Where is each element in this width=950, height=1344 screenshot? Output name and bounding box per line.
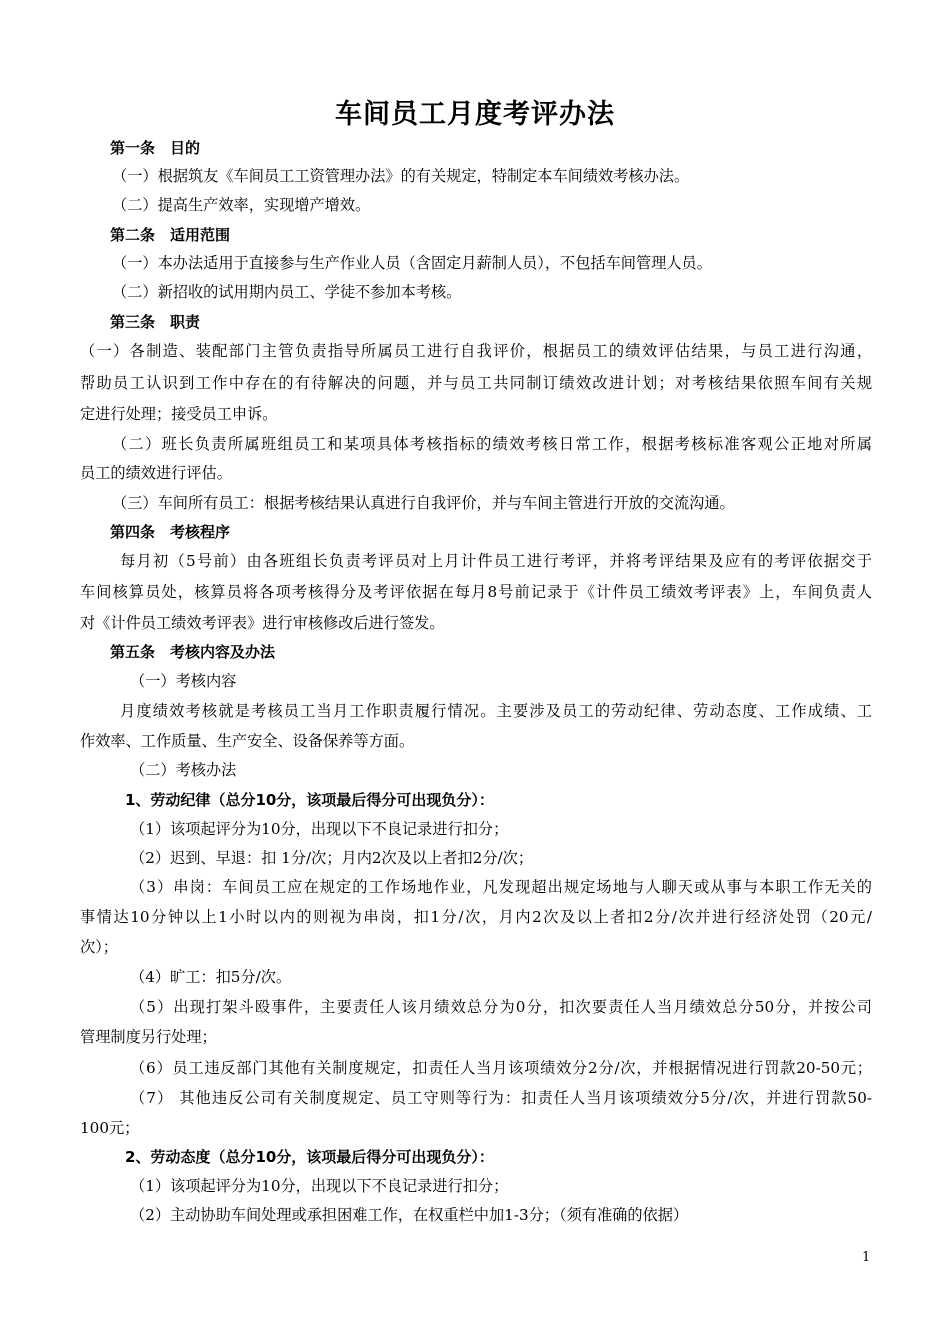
paragraph-line: 车间核算员处，核算员将各项考核得分及考评依据在每月8号前记录于《计件员工绩效考评表》上，车间负责人 [80,583,872,601]
article-2-heading: 第二条 适用范围 [110,226,231,244]
paragraph-line: （三）车间所有员工：根据考核结果认真进行自我评价，并与车间主管进行开放的交流沟通。 [112,494,735,512]
paragraph-line: （6）员工违反部门其他有关制度规定，扣责任人当月该项绩效分2分/次，并根据情况进行罚款20-50元； [130,1059,872,1077]
paragraph-line: 员工的绩效进行评估。 [80,464,232,482]
subsection-heading: （二）考核办法 [130,761,237,779]
article-4-heading: 第四条 考核程序 [110,523,231,541]
paragraph-line: （2）迟到、早退：扣 1分/次；月内2次及以上者扣2分/次； [130,849,534,867]
paragraph-line: （一）本办法适用于直接参与生产作业人员（含固定月薪制人员），不包括车间管理人员。 [112,254,712,272]
paragraph-line: 帮助员工认识到工作中存在的有待解决的问题，并与员工共同制订绩效改进计划；对考核结果依照车间有关规 [80,374,872,392]
paragraph-line: （5）出现打架斗殴事件，主要责任人该月绩效总分为0分，扣次要责任人当月绩效总分50分，并按公司 [130,998,872,1016]
document-title: 车间员工月度考评办法 [335,99,615,130]
paragraph-line: 管理制度另行处理； [80,1028,217,1046]
paragraph-line: （二）新招收的试用期内员工、学徒不参加本考核。 [112,283,462,301]
paragraph-line: 作效率、工作质量、生产安全、设备保养等方面。 [80,732,415,750]
article-1-heading: 第一条 目的 [110,139,201,157]
paragraph-line: 次）； [80,938,118,956]
paragraph-line: 对《计件员工绩效考评表》进行审核修改后进行签发。 [80,614,445,632]
paragraph-line: 每月初（5号前）由各班组长负责考评员对上月计件员工进行考评，并将考评结果及应有的考评依据交于 [120,552,872,570]
paragraph-line: （3）串岗：车间员工应在规定的工作场地作业，凡发现超出规定场地与人聊天或从事与本职工作无关的 [130,878,872,896]
paragraph-line: （二）班长负责所属班组员工和某项具体考核指标的绩效考核日常工作，根据考核标准客观公正地对所属 [112,435,872,453]
paragraph-line: （二）提高生产效率，实现增产增效。 [112,196,371,214]
item-1-heading: 1、劳动纪律（总分10分，该项最后得分可出现负分）： [125,791,494,809]
paragraph-line: （1）该项起评分为10分，出现以下不良记录进行扣分； [130,820,509,838]
paragraph-line: 事情达10分钟以上1小时以内的则视为串岗，扣1分/次，月内2次及以上者扣2分/次并进行经济处罚（20元/ [80,908,872,926]
paragraph-line: （4）旷工：扣5分/次。 [130,968,292,986]
paragraph-line: （一）各制造、装配部门主管负责指导所属员工进行自我评价，根据员工的绩效评估结果，与员工进行沟通， [80,342,872,360]
article-3-heading: 第三条 职责 [110,313,201,331]
paragraph-line: 100元； [80,1119,140,1137]
paragraph-line: （一）根据筑友《车间员工工资管理办法》的有关规定，特制定本车间绩效考核办法。 [112,167,690,185]
item-2-heading: 2、劳动态度（总分10分，该项最后得分可出现负分）： [125,1148,494,1166]
article-5-heading: 第五条 考核内容及办法 [110,643,276,661]
page-number: 1 [862,1250,871,1265]
paragraph-line: （1）该项起评分为10分，出现以下不良记录进行扣分； [130,1177,509,1195]
paragraph-line: 定进行处理；接受员工申诉。 [80,405,278,423]
subsection-heading: （一）考核内容 [130,672,237,690]
paragraph-line: （2）主动协助车间处理或承担困难工作，在权重栏中加1-3分；（须有准确的依据） [130,1206,689,1224]
paragraph-line: 月度绩效考核就是考核员工当月工作职责履行情况。主要涉及员工的劳动纪律、劳动态度、工作成绩、工 [120,702,872,720]
paragraph-line: （7） 其他违反公司有关制度规定、员工守则等行为：扣责任人当月该项绩效分5分/次，并进行罚款50- [130,1089,872,1107]
